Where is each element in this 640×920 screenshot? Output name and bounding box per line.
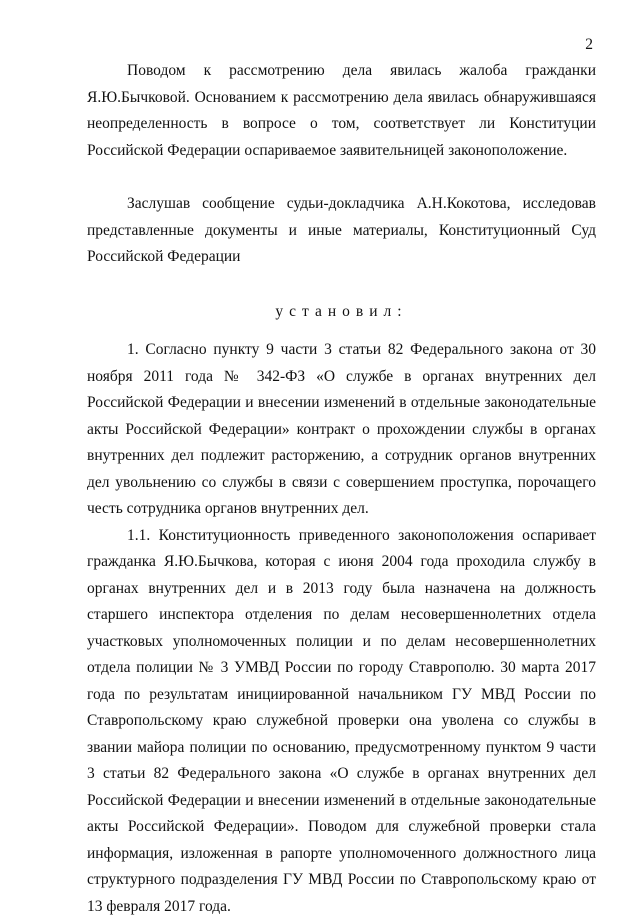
paragraph-hearing: Заслушав сообщение судьи-докладчика А.Н.Кокотова, исследовав представленные документы и иные материалы, Конституционный Суд Российской Федерации [87, 191, 596, 271]
section-heading-established: установил: [87, 299, 596, 326]
page-number: 2 [585, 36, 593, 54]
paragraph-complaint-reason: Поводом к рассмотрению дела явилась жалоба гражданки Я.Ю.Бычковой. Основанием к рассмотрению дела явилась обнаружившаяся неопределенность в вопросе о том, соответствует ли Конституции Российской Федерации оспариваемое заявительницей законоположение. [87, 58, 596, 164]
paragraph-point-1-1: 1.1. Конституционность приведенного законоположения оспаривает гражданка Я.Ю.Бычкова, которая с июня 2004 года проходила службу в органах внутренних дел и в 2013 году была назначена на должность старшего инспектора отделения по делам несовершеннолетних отдела участковых уполномоченных полиции и по делам несовершеннолетних отдела полиции № 3 УМВД России по городу Ставрополю. 30 марта 2017 года по результатам инициированной начальником ГУ МВД России по Ставропольскому краю служебной проверки она уволена со службы в звании майора полиции по основанию, предусмотренному пунктом 9 части 3 статьи 82 Федерального закона «О службе в органах внутренних дел Российской Федерации и внесении изменений в отдельные законодательные акты Российской Федерации». Поводом для служебной проверки стала информация, изложенная в рапорте уполномоченного должностного лица структурного подразделения ГУ МВД России по Ставропольскому краю от 13 февраля 2017 года. [87, 523, 596, 920]
paragraph-point-1: 1. Согласно пункту 9 части 3 статьи 82 Федерального закона от 30 ноября 2011 года № 342-ФЗ «О службе в органах внутренних дел Российской Федерации и внесении изменений в отдельные законодательные акты Российской Федерации» контракт о прохождении службы в органах внутренних дел подлежит расторжению, а сотрудник органов внутренних дел увольнению со службы в связи с совершением проступка, порочащего честь сотрудника органов внутренних дел. [87, 337, 596, 523]
document-body [87, 58, 596, 920]
